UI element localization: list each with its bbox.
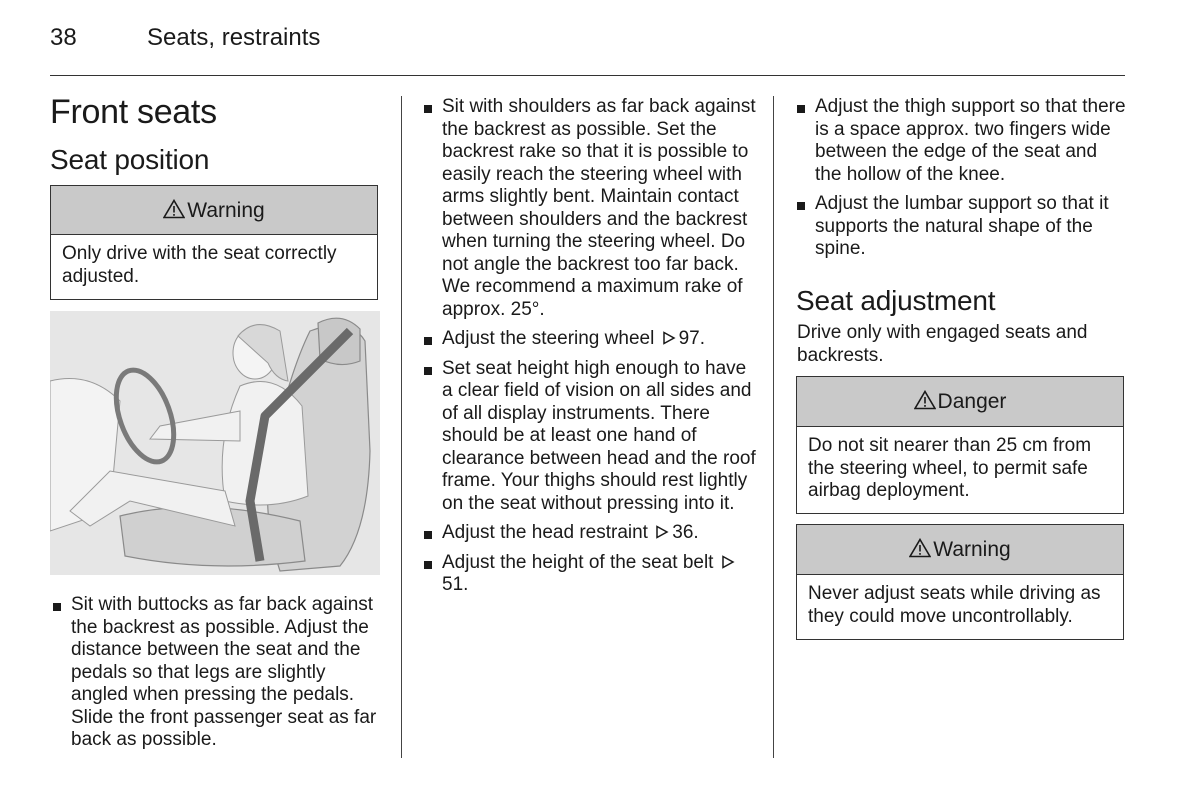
page-reference-arrow-icon <box>721 555 735 569</box>
bullet-square-icon <box>424 105 432 113</box>
list-item: Adjust the head restraint 36. <box>424 522 756 545</box>
column-divider-2 <box>773 96 774 758</box>
bullet-square-icon <box>424 561 432 569</box>
warning-triangle-icon <box>163 199 185 219</box>
page-header <box>50 24 1125 54</box>
list-item: Sit with shoulders as far back against the backrest as possible. Set the backrest rake so that it is possible to easily reach the steering wheel with arms slightly bent. Maintain contact between shoulders and the backrest when turning the steering wheel. Do not angle the backrest too far back. We recommend a maximum rake of approx. 25°. <box>424 96 756 321</box>
warning-box-1-title: Warning <box>187 199 265 222</box>
bullet-square-icon <box>797 105 805 113</box>
list-item: Adjust the steering wheel 97. <box>424 328 756 351</box>
header-rule <box>50 75 1125 76</box>
heading-front-seats: Front seats <box>50 93 217 131</box>
danger-box <box>796 376 1124 514</box>
danger-box-text: Do not sit nearer than 25 cm from the steering wheel, to permit safe airbag deployment. <box>808 435 1092 501</box>
bullet-square-icon <box>424 531 432 539</box>
list-item: Sit with buttocks as far back against the backrest as possible. Adjust the distance between the seat and the pedals so that legs are slightly angled when pressing the pedals. Slide the front passenger seat as far back as possible. <box>53 594 383 752</box>
page-reference[interactable]: 36. <box>672 522 699 543</box>
col2-list <box>424 96 756 604</box>
col3-list <box>797 96 1127 268</box>
warning-box-2-title: Warning <box>933 538 1011 561</box>
bullet-square-icon <box>424 337 432 345</box>
page-reference[interactable]: 51. <box>442 574 469 595</box>
bullet-square-icon <box>797 202 805 210</box>
bullet-square-icon <box>424 367 432 375</box>
list-item: Adjust the height of the seat belt 51. <box>424 552 756 597</box>
warning-box-2 <box>796 524 1124 640</box>
list-item: Adjust the thigh support so that there is a space approx. two fingers wide between the edge of the seat and the hollow of the knee. <box>797 96 1127 186</box>
heading-seat-adjustment: Seat adjustment <box>796 285 996 316</box>
section-title: Seats, restraints <box>147 24 321 51</box>
warning-triangle-icon <box>909 538 931 558</box>
page-reference[interactable]: 97. <box>678 328 705 349</box>
warning-box-1 <box>50 185 378 300</box>
warning-box-1-header <box>51 186 377 235</box>
list-item: Set seat height high enough to have a clear field of vision on all sides and of all display instruments. There should be at least one hand of clearance between head and the roof frame. Your thighs should rest lightly on the seat without pressing into it. <box>424 358 756 516</box>
bullet-square-icon <box>53 603 61 611</box>
danger-box-header <box>797 377 1123 427</box>
warning-box-2-text: Never adjust seats while driving as they could move uncontrollably. <box>808 583 1101 627</box>
heading-seat-position: Seat position <box>50 144 210 175</box>
seat-position-illustration <box>50 311 380 575</box>
page-reference-arrow-icon <box>662 331 676 345</box>
list-item: Adjust the lumbar support so that it supports the natural shape of the spine. <box>797 193 1127 261</box>
seat-adjustment-intro: Drive only with engaged seats and backrests. <box>797 322 1088 366</box>
page-number: 38 <box>50 24 77 51</box>
page-reference-arrow-icon <box>655 525 669 539</box>
danger-box-title: Danger <box>937 390 1007 413</box>
warning-box-1-text: Only drive with the seat correctly adjusted. <box>62 243 337 287</box>
col1-list <box>53 594 383 759</box>
warning-triangle-icon <box>914 390 936 410</box>
column-divider-1 <box>401 96 402 758</box>
warning-box-2-header <box>797 525 1123 575</box>
